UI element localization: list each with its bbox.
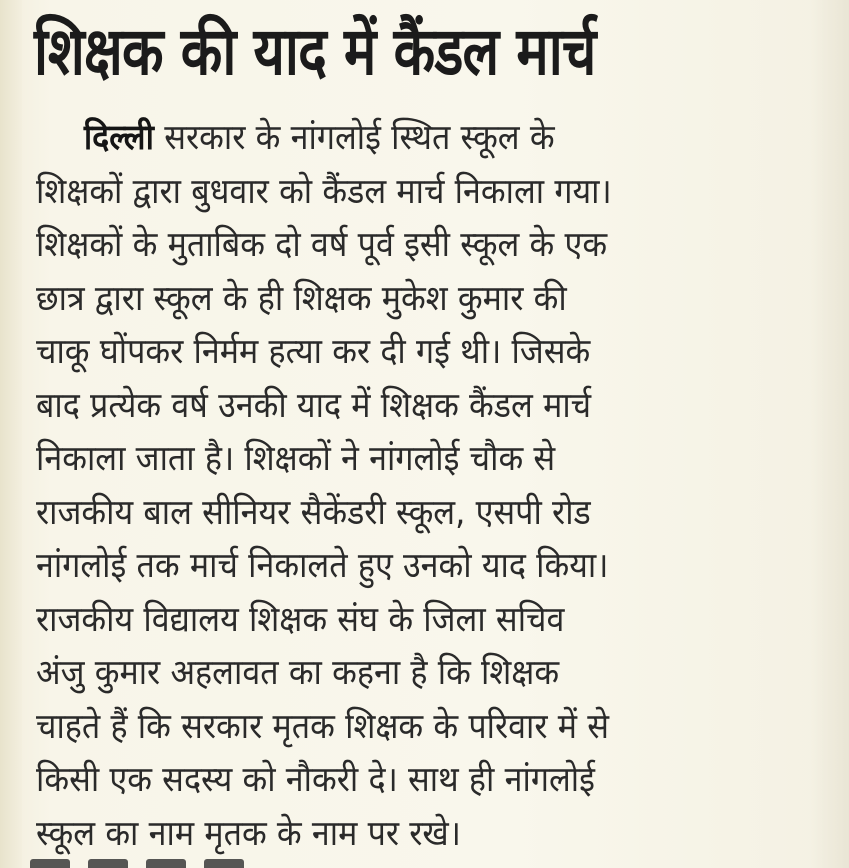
body-line-14: स्कूल का नाम मृतक के नाम पर रखे। — [36, 813, 461, 854]
body-line-12: चाहते हैं कि सरकार मृतक शिक्षक के परिवार में से — [36, 706, 610, 747]
body-line-8: राजकीय बाल सीनियर सैकेंडरी स्कूल, एसपी रोड — [36, 492, 591, 533]
body-line-13: किसी एक सदस्य को नौकरी दे। साथ ही नांगलोई — [36, 760, 595, 800]
body-line-2: शिक्षकों द्वारा बुधवार को कैंडल मार्च निकाला गया। — [36, 171, 612, 212]
body-line-1 — [36, 112, 754, 166]
body-line-5: चाकू घोंपकर निर्मम हत्या कर दी गई थी। जिसके — [36, 332, 591, 372]
body-line-3: शिक्षकों के मुताबिक दो वर्ष पूर्व इसी स्कूल के एक — [36, 225, 608, 265]
body-line-10: राजकीय विद्यालय शिक्षक संघ के जिला सचिव — [36, 599, 565, 640]
article-headline: शिक्षक की याद में कैंडल मार्च — [34, 13, 596, 90]
body-line-6: बाद प्रत्येक वर्ष उनकी याद में शिक्षक कैंडल मार्च — [36, 385, 592, 426]
cut-off-next-line — [30, 856, 530, 868]
article-body — [36, 112, 816, 861]
body-line-11: अंजु कुमार अहलावत का कहना है कि शिक्षक — [36, 653, 560, 693]
body-line-1-text: सरकार के नांगलोई स्थित स्कूल के — [164, 118, 555, 158]
page-shadow-left — [0, 0, 22, 868]
lead-word: दिल्ली — [83, 118, 154, 158]
body-line-9: नांगलोई तक मार्च निकालते हुए उनको याद किया। — [36, 546, 609, 586]
body-line-4: छात्र द्वारा स्कूल के ही शिक्षक मुकेश कुमार की — [36, 278, 567, 319]
body-line-7: निकाला जाता है। शिक्षकों ने नांगलोई चौक से — [36, 439, 556, 479]
